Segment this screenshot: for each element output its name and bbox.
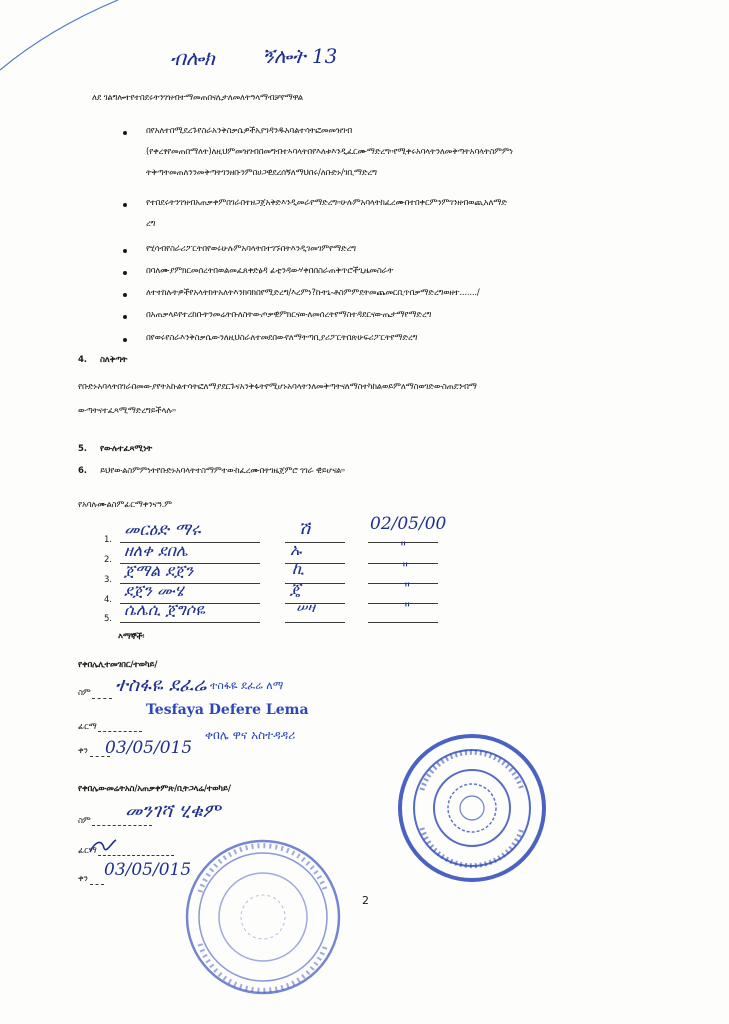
row-number: 5.	[104, 614, 112, 624]
office-signature-mark	[88, 836, 118, 858]
signature-line	[368, 622, 438, 623]
section-number: 6.	[78, 466, 87, 476]
obligation-line: በአጠቃላይየተረከቡትንመሬትቡለስትውጦቃዊምክርናውለመሰረትየማስተዳደርናውጤታማየማድረግ	[146, 310, 432, 320]
name-line	[92, 698, 112, 699]
official-seal-icon	[178, 832, 348, 1002]
obligation-line: ትቅጣትመጠለንንመቅጣትገንዘቡንምበሀጋዊደረሰኝለማህበሩ/ለቡድኑ/ገቢማድረግ	[146, 168, 377, 178]
signatory-signature: ጄ	[290, 579, 301, 598]
section-title: ስለቅጣት	[100, 355, 128, 365]
date-label: ቀን	[78, 874, 88, 884]
bullet-icon	[123, 293, 127, 297]
bullet-icon	[123, 131, 127, 135]
receiver-stamp-english: Tesfaya Defere Lema	[146, 702, 309, 718]
signatory-name: መርዕድ ማሩ	[124, 520, 201, 540]
signatory-date: "	[404, 601, 411, 617]
date-line	[90, 884, 104, 885]
obligation-line: ለተተከሉትዎችየአላትክትአለትእንክባክበየሚድረግ/እረምነ?ኩትኒ-ቶስምምደትመጨመርቢጥበቃማድረግወዘተ......./	[146, 288, 480, 298]
obligation-line: በየወሩየስራእንቅስቃሴውንለዚህስራለተመደበውየለማትጣቢያሪፖርትበጽሁፍሪፖርትየማድረግ	[146, 333, 418, 343]
bullet-icon	[123, 203, 127, 207]
name-line	[92, 825, 152, 826]
signatory-date: 02/05/00	[370, 514, 447, 534]
bullet-icon	[123, 271, 127, 275]
signature-line	[368, 583, 438, 584]
bullet-icon	[123, 315, 127, 319]
section-body: ውጣትናተፈጻሚማድረግይችላሉ።	[78, 406, 176, 416]
receiver-stamp-title: ቀበሌ ዋና አስተዳዳሪ	[205, 728, 296, 742]
obligation-line: የሂሳብየስራሪፖርትበየወሩሁሉምአባላትበተገኙበትእንዲገመገምየማድረግ	[146, 244, 356, 254]
obligation-line: ረግ	[146, 219, 156, 229]
signatory-name: ሴሌሲ ጀግሶዬ	[124, 600, 205, 619]
signatory-name: ጀማል ደጀን	[124, 561, 194, 580]
receiver-heading: የቀበሌሊተመገበር/ተወካይ/	[78, 660, 158, 670]
signatory-signature: ኡ	[290, 540, 302, 559]
witnesses-label: እማኞች፡	[118, 632, 145, 642]
office-heading: የቀበሌውመሬትአስ/አጠቃቀምጽ/ቢትጋላሬ/ተወካይ/	[78, 784, 231, 794]
section-title: የውሉተፈጻሚነት	[100, 444, 153, 454]
section-number: 4.	[78, 355, 87, 365]
office-date: 03/05/015	[104, 860, 192, 880]
section-body: ይህየውልስምምነትየቡድኑአባላትተስማምተውከፈረሙበትገዜጀምሮ ገገራ ዊይሆናል።	[100, 466, 345, 476]
page-number: 2	[362, 894, 369, 907]
signatories-heading: የአባሉሙልስምፊርማቀንናዓ.ም	[78, 500, 172, 510]
signatory-date: "	[402, 561, 409, 577]
receiver-date: 03/05/015	[105, 738, 193, 758]
row-number: 2.	[104, 555, 112, 565]
signature-line	[98, 731, 142, 732]
obligation-line: በየአለተበሚደረጉየስራአንቅስቃሴዎችአያገዳንዱአባልተሳትፎመመዝገብ	[146, 126, 353, 136]
corner-line	[0, 0, 120, 90]
handwritten-block-label: ብሎክ	[170, 46, 215, 70]
date-label: ቀን	[78, 746, 88, 756]
receiver-stamp-amharic: ተስፋዬ ደፈሬ ለማ	[210, 679, 284, 692]
handwritten-plot-number: ኝሎት 13	[262, 44, 338, 68]
signatory-date: "	[404, 581, 411, 597]
row-number: 3.	[104, 575, 112, 585]
signature-label: ፊርማ	[78, 722, 97, 732]
signature-line	[285, 603, 345, 604]
intro-text: ለደ ገልግሎተየተበደሩትንገዝብተማመጠበናሊታለመለትዓላማብቻየማዋል	[92, 93, 303, 103]
signatory-name: ዘለቀ ደበሌ	[124, 541, 188, 560]
obligation-line: (የቀረፃየመጠበማለት)ለዚህምመዝገብበመግብተኣባላትበየእለቱእንዲፈርሙማድረግ።የሚቀሩአባላትንለመቅጣትአባላትስምምነ	[146, 147, 513, 157]
obligation-line: የተበደሩትንገዝብአጠቃቀምበገራበተዘጋጀአቅድእንዲመራየማድረግ።ሁሉምአባላትከፈረሙበተበቀርምንምገንዘብወጪአለማድ	[146, 198, 507, 208]
official-seal-icon	[392, 728, 552, 888]
signatory-date: "	[400, 540, 407, 556]
receiver-name: ተስፋዬ ደፈሬ	[115, 674, 207, 696]
signatory-signature: ሽ	[298, 518, 311, 539]
obligation-line: በባለሙያምክርመሰረትበወልመፈጸቀድፅዳ ፊቲንዳውሃቀበበስራጠቅጥሮችጊዜመስራት	[146, 266, 394, 276]
signatory-signature: ኪ	[292, 559, 305, 578]
signatory-name: ደጀን ሙሄ	[124, 581, 184, 600]
row-number: 4.	[104, 595, 112, 605]
name-label: ስም	[78, 816, 91, 826]
signature-line	[368, 603, 438, 604]
signatory-signature: ሠዛ	[296, 600, 315, 616]
signature-label: ፊርማ	[78, 846, 97, 856]
bullet-icon	[123, 249, 127, 253]
bullet-icon	[123, 338, 127, 342]
signature-line	[285, 622, 345, 623]
signature-line	[120, 622, 260, 623]
name-label: ስም	[78, 688, 91, 698]
section-body: የቡድኑአባላትበገራበመውያየትአኩልተሳትፎለማያደርጉናአንቅፋትየሚሆኑአባላትንለመቅጣትናለማስተካከልወይምለማስወገድውስጠደንብማ	[78, 382, 477, 392]
section-number: 5.	[78, 444, 87, 454]
row-number: 1.	[104, 535, 112, 545]
office-name: መንገሻ ሂቁም	[125, 800, 221, 822]
